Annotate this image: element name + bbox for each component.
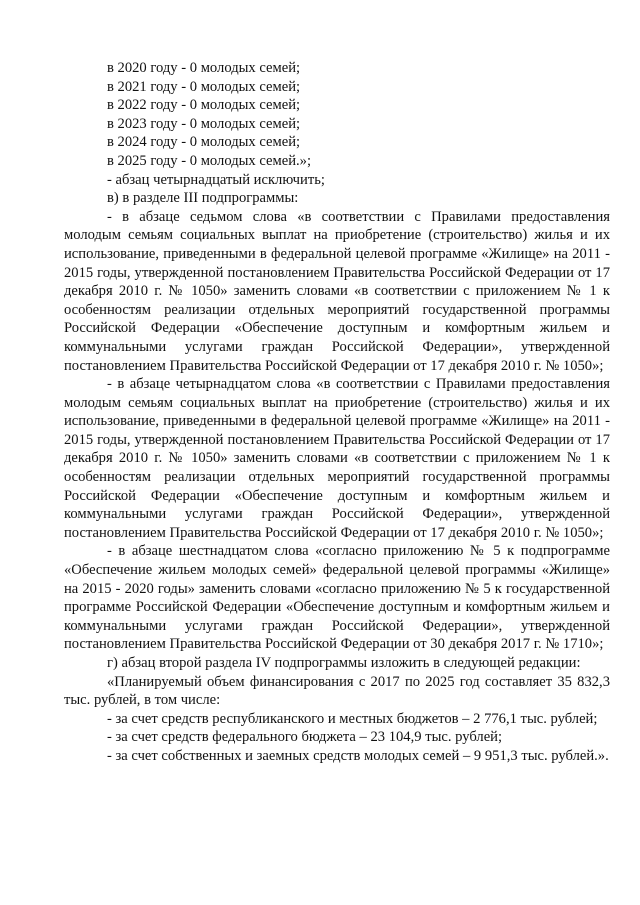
paragraph-financing-own-funds: - за счет собственных и заемных средств молодых семей – 9 951,3 тыс. рублей.». (107, 747, 609, 764)
paragraph-year-2024: в 2024 году - 0 молодых семей; (107, 134, 301, 151)
paragraph-financing-federal: - за счет средств федерального бюджета – 23 104,9 тыс. рублей; (107, 729, 503, 746)
paragraph-fourteenth-amendment: - в абзаце четырнадцатом слова «в соответствии с Правилами предоставления молодым семьям социальных выплат на приобретение (строительство) жилья и их использование, приведенными в федеральной целевой программе «Жилище» на 2011 - 2015 годы, утвержденной постановлением Правительства Российской Федерации от 17 декабря 2010 г. № 1050» заменить словами «в соответствии с приложением № 1 к особенностям реализации отдельных мероприятий государственной программы Российской Федерации «Обеспечение доступным и комфортным жильем и коммунальными услугами граждан Российской Федерации», утвержденной постановлением Правительства Российской Федерации от 17 декабря 2010 г. № 1050»; (64, 376, 610, 541)
paragraph-year-2020: в 2020 году - 0 молодых семей; (107, 60, 301, 76)
paragraph-sixteenth-amendment: - в абзаце шестнадцатом слова «согласно приложению № 5 к подпрограмме «Обеспечение жильем молодых семей» федеральной целевой программы «Жилище» на 2015 - 2020 годы» заменить словами «согласно приложению № 5 к государственной программе Российской Федерации «Обеспечение доступным и комфортным жильем и коммунальными услугами граждан Российской Федерации», утвержденной постановлением Правительства Российской Федерации от 30 декабря 2017 г. № 1710»; (64, 543, 610, 653)
paragraph-year-2023: в 2023 году - 0 молодых семей; (107, 115, 301, 132)
paragraph-section-iii-heading: в) в разделе III подпрограммы: (107, 190, 299, 207)
paragraph-financing-total: «Планируемый объем финансирования с 2017 по 2025 год составляет 35 832,3 тыс. рублей, в том числе: (64, 673, 610, 709)
document-page (64, 59, 610, 766)
paragraph-seventh-amendment: - в абзаце седьмом слова «в соответствии с Правилами предоставления молодым семьям социальных выплат на приобретение (строительство) жилья и их использование, приведенными в федеральной целевой программе «Жилище» на 2011 - 2015 годы, утвержденной постановлением Правительства Российской Федерации от 17 декабря 2010 г. № 1050» заменить словами «в соответствии с приложением № 1 к особенностям реализации отдельных мероприятий государственной программы Российской Федерации «Обеспечение доступным и комфортным жильем и коммунальными услугами граждан Российской Федерации», утвержденной постановлением Правительства Российской Федерации от 17 декабря 2010 г. № 1050»; (64, 208, 610, 374)
paragraph-year-2022: в 2022 году - 0 молодых семей; (107, 97, 301, 114)
paragraph-exclude-fourteenth: - абзац четырнадцатый исключить; (107, 171, 325, 188)
paragraph-year-2025: в 2025 году - 0 молодых семей.»; (107, 152, 312, 169)
paragraph-section-iv-heading: г) абзац второй раздела IV подпрограммы изложить в следующей редакции: (107, 655, 581, 671)
paragraph-year-2021: в 2021 году - 0 молодых семей; (107, 78, 301, 95)
paragraph-financing-regional: - за счет средств республиканского и местных бюджетов – 2 776,1 тыс. рублей; (107, 710, 598, 727)
